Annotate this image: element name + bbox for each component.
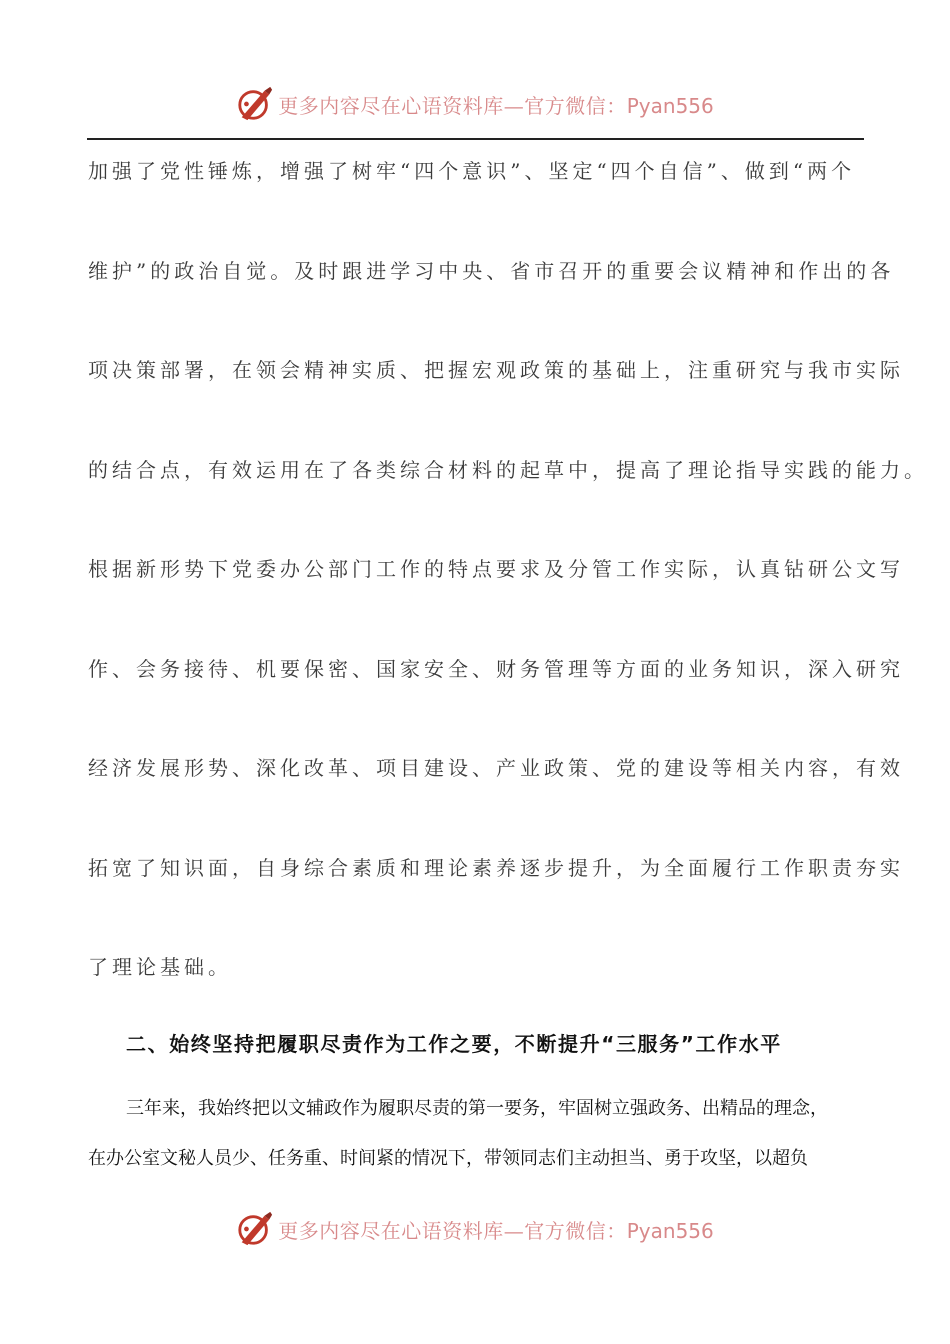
body-line: 维护”的政治自觉。及时跟进学习中央、省市召开的重要会议精神和作出的各 (88, 259, 895, 283)
body-line: 经济发展形势、深化改革、项目建设、产业政策、党的建设等相关内容，有效 (88, 756, 904, 780)
pen-logo-icon (236, 85, 274, 123)
watermark-wechat-id: Pyan556 (626, 93, 714, 118)
pen-logo-icon (236, 1210, 274, 1248)
watermark-label: 更多内容尽在心语资料库—官方微信： (278, 1218, 627, 1243)
watermark-text (278, 90, 714, 119)
header-divider (87, 138, 864, 140)
section-heading: 二、始终坚持把履职尽责作为工作之要，不断提升“三服务”工作水平 (126, 1032, 782, 1056)
watermark-wechat-id: Pyan556 (626, 1218, 714, 1243)
section-paragraph-line: 三年来，我始终把以文辅政作为履职尽责的第一要务，牢固树立强政务、出精品的理念， (126, 1098, 828, 1119)
body-line: 根据新形势下党委办公部门工作的特点要求及分管工作实际，认真钻研公文写 (88, 557, 904, 581)
body-line: 了理论基础。 (88, 955, 232, 979)
body-line: 作、会务接待、机要保密、国家安全、财务管理等方面的业务知识，深入研究 (88, 657, 904, 681)
body-line: 加强了党性锤炼，增强了树牢“四个意识”、坚定“四个自信”、做到“两个 (88, 159, 856, 183)
body-line: 拓宽了知识面，自身综合素质和理论素养逐步提升，为全面履行工作职责夯实 (88, 856, 904, 880)
watermark-banner-bottom (0, 1209, 950, 1249)
watermark-text (278, 1215, 714, 1244)
watermark-label: 更多内容尽在心语资料库—官方微信： (278, 93, 627, 118)
body-line: 的结合点，有效运用在了各类综合材料的起草中，提高了理论指导实践的能力。 (88, 458, 928, 482)
body-line: 项决策部署，在领会精神实质、把握宏观政策的基础上，注重研究与我市实际 (88, 358, 904, 382)
watermark-banner-top (0, 84, 950, 124)
section-paragraph-line: 在办公室文秘人员少、任务重、时间紧的情况下，带领同志们主动担当、勇于攻坚，以超负 (88, 1148, 808, 1169)
